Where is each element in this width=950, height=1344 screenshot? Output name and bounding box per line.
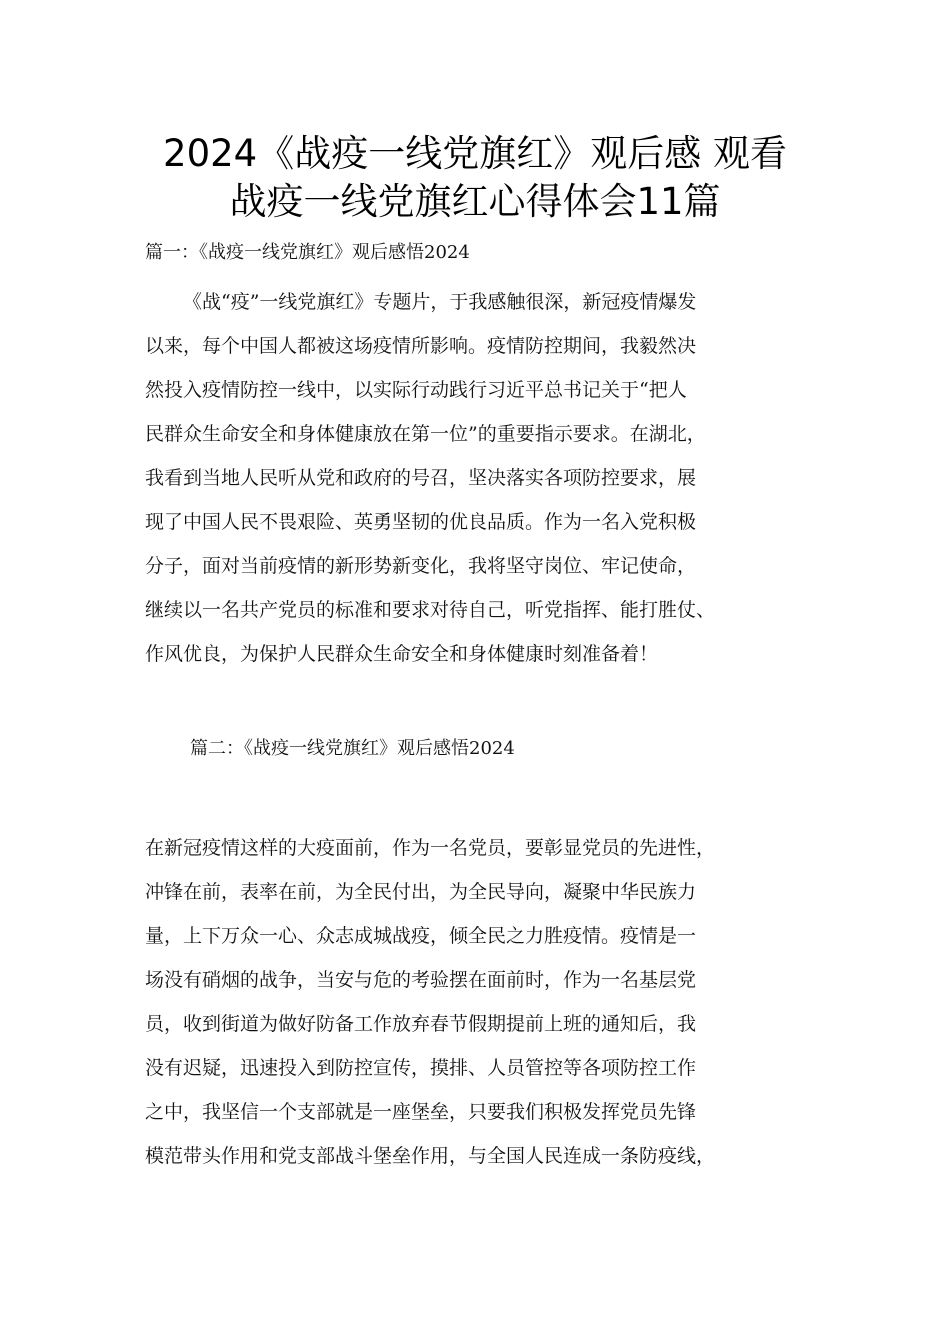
paragraph-line: 继续以一名共产党员的标准和要求对待自己，听党指挥、能打胜仗、 bbox=[145, 599, 716, 621]
paragraph-line: 员，收到街道为做好防备工作放弃春节假期提前上班的通知后，我 bbox=[145, 1013, 697, 1035]
section-1-paragraph bbox=[145, 280, 835, 676]
paragraph-line: 量，上下万众一心、众志成城战疫，倾全民之力胜疫情。疫情是一 bbox=[145, 925, 697, 947]
paragraph-line: 场没有硝烟的战争，当安与危的考验摆在面前时，作为一名基层党 bbox=[145, 969, 697, 991]
paragraph-line: 分子，面对当前疫情的新形势新变化，我将坚守岗位、牢记使命， bbox=[145, 555, 697, 577]
section-1-heading: 篇一：《战疫一线党旗红》观后感悟2024 bbox=[145, 242, 470, 263]
paragraph-line: 在新冠疫情这样的大疫面前，作为一名党员，要彰显党员的先进性， bbox=[145, 837, 716, 859]
paragraph-line: 民群众生命安全和身体健康放在第一位”的重要指示要求。在湖北， bbox=[145, 423, 706, 445]
paragraph-line: 我看到当地人民听从党和政府的号召，坚决落实各项防控要求，展 bbox=[145, 467, 697, 489]
document-title-line-1: 2024《战疫一线党旗红》观后感 观看 bbox=[163, 132, 787, 175]
section-2-heading: 篇二：《战疫一线党旗红》观后感悟2024 bbox=[190, 738, 515, 759]
paragraph-line: 《战“疫”一线党旗红》专题片，于我感触很深，新冠疫情爆发 bbox=[183, 291, 697, 313]
paragraph-line: 模范带头作用和党支部战斗堡垒作用，与全国人民连成一条防疫线， bbox=[145, 1145, 716, 1167]
paragraph-line: 作风优良，为保护人民群众生命安全和身体健康时刻准备着！ bbox=[145, 643, 659, 665]
document-title-line-2: 战疫一线党旗红心得体会11篇 bbox=[229, 180, 721, 223]
paragraph-line: 没有迟疑，迅速投入到防控宣传，摸排、人员管控等各项防控工作 bbox=[145, 1057, 697, 1079]
paragraph-line: 冲锋在前，表率在前，为全民付出，为全民导向，凝聚中华民族力 bbox=[145, 881, 697, 903]
paragraph-line: 以来，每个中国人都被这场疫情所影响。疫情防控期间，我毅然决 bbox=[145, 335, 697, 357]
paragraph-line: 之中，我坚信一个支部就是一座堡垒，只要我们积极发挥党员先锋 bbox=[145, 1101, 697, 1123]
section-2-paragraph bbox=[145, 826, 835, 1178]
paragraph-line: 现了中国人民不畏艰险、英勇坚韧的优良品质。作为一名入党积极 bbox=[145, 511, 697, 533]
paragraph-line: 然投入疫情防控一线中，以实际行动践行习近平总书记关于“把人 bbox=[145, 379, 687, 401]
